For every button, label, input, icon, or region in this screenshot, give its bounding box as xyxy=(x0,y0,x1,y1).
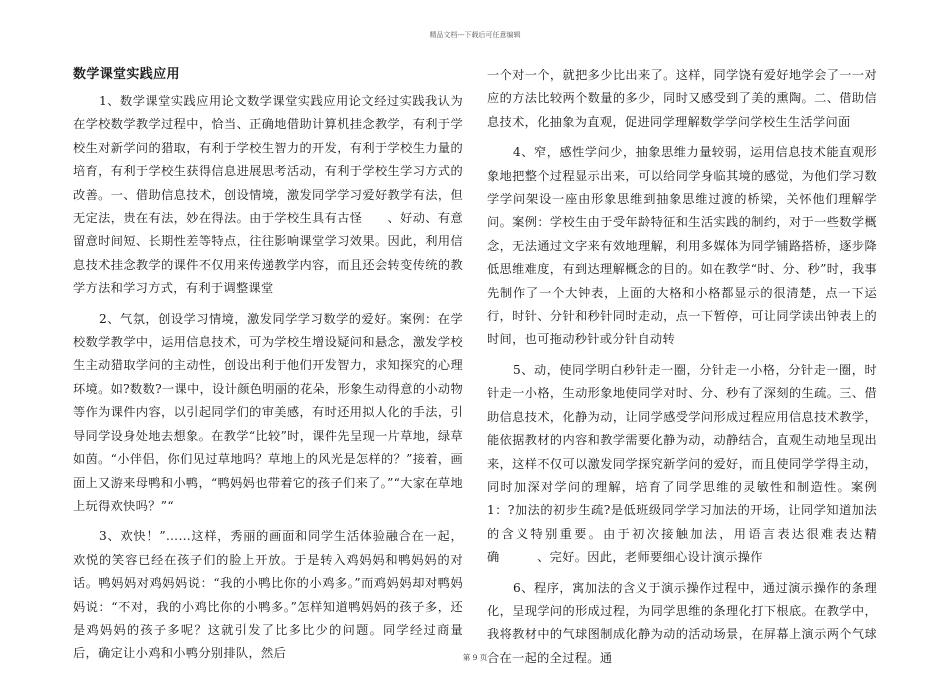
left-column xyxy=(73,64,463,673)
paragraph: 3、欢快！”……这样，秀丽的画面和同学生活体验融合在一起，欢悦的笑容已经在孩子们的脸上开放。于是转入鸡妈妈和鸭妈妈的对话。鸭妈妈对鸡妈妈说：“我的小鸭比你的小鸡多。”而鸡妈妈却对鸭妈妈说：“不对，我的小鸡比你的小鸭多。”怎样知道鸭妈妈的孩子多，还是鸡妈妈的孩子多呢？这就引发了比多比少的问题。同学经过商量 后，确定让小鸡和小鸭分别排队，然后 xyxy=(73,529,463,661)
page-header: 精品文档---下载后可任意编辑 xyxy=(429,31,521,39)
paragraph: 1、数学课堂实践应用论文数学课堂实践应用论文经过实践我认为在学校数学教学过程中，恰当、正确地借助计算机挂念教学，有利于学校生对新学问的猎取，有利于学校生智力的开发，有利于学校生力量的培育，有利于学校生获得信息进展思考活动，有利于学校生学习方式的改善。一、借助信息技术，创设情境，激发同学学习爱好教学有法，但无定法，贵在有法，妙在得法。由于学校生具有古怪 、好动、有意留意时间短、长期性差等特点，往往影响课堂学习效果。因此，利用信息技术挂念教学的课件不仅用来传递教学内容，而且还会转变传统的教学方法和学习方式，有利于调整课堂 xyxy=(73,94,463,296)
right-column xyxy=(487,64,877,677)
paragraph: 2、气氛，创设学习情境，激发同学学习数学的爱好。案例：在学校数学教学中，运用信息技术，可为学校生增设疑问和悬念，激发学校生主动猎取学问的主动性，创设出利于他们开发智力，求知探究的心理环境。如?数数?一课中，设计颜色明丽的花朵，形象生动得意的小动物等作为课件内容，以引起同学们的审美感，有时还用拟人化的手法，引导同学设身处地去想象。在教学“比较”时，课件先呈现一片草地，绿草如茵。“小伴侣，你们见过草地吗？草地上的风光是怎样的？”接着，画面上又游来母鸭和小鸭，“鸭妈妈也带着它的孩子们来了。”“大家在草地上玩得欢快吗？”“ xyxy=(73,311,463,513)
paragraph: 6、程序，寓加法的含义于演示操作过程中，通过演示操作的条理化，呈现学问的形成过程，为同学思维的条理化打下根底。在教学中，我将教材中的气球图制成化静为动的活动场景，在屏幕上演示两个气球合在一起的全过程。通 xyxy=(487,580,877,665)
paragraph-continued: 一个对一个，就把多少比出来了。这样，同学饶有爱好地学会了一一对应的方法比较两个数量的多少，同时又感受到了美的熏陶。二、借助信息技术，化抽象为直观，促进同学理解数学学问学校生生活学问面 xyxy=(487,68,877,129)
paragraph: 4、窄，感性学问少，抽象思维力量较弱，运用信息技术能直观形象地把整个过程显示出来，可以给同学身临其境的感觉，为他们学习数学学问架设一座由形象思维到抽象思维过渡的桥梁，关怀他们理解学问。案例：学校生由于受年龄特征和生活实践的制约，对于一些数学概念，无法通过文字来有效地理解，利用多媒体为同学铺路搭桥，逐步降低思维难度，有到达理解概念的目的。如在教学“时、分、秒”时，我事先制作了一个大钟表，上面的大格和小格都显示的很清楚，点一下运行，时针、分针和秒针同时走动，点一下暂停，可让同学读出钟表上的时间，也可拖动秒针或分针自动转 xyxy=(487,145,877,347)
article-title: 数学课堂实践应用 xyxy=(73,67,180,82)
paragraph: 5、动，使同学明白秒针走一圈，分针走一小格，分针走一圈，时针走一小格，生动形象地使同学对时、分、秒有了深刻的生疏。三、借助信息技术，化静为动，让同学感受学问形成过程应用信息技术教学，能依据教材的内容和教学需要化静为动，动静结合，直观生动地呈现出来，这样不仅可以激发同学探究新学问的爱好，而且使同学学得主动，同时加深对学问的理解，培育了同学思维的灵敏性和制造性。案例1：?加法的初步生疏?是低班级同学学习加法的开场，让同学知道加法的含义特别重要。由于初次接触加法，用语言表达很难表达精确 、完好。因此，老师要细心设计演示操作 xyxy=(487,362,877,565)
page-number: 第 9 页 xyxy=(462,653,488,662)
